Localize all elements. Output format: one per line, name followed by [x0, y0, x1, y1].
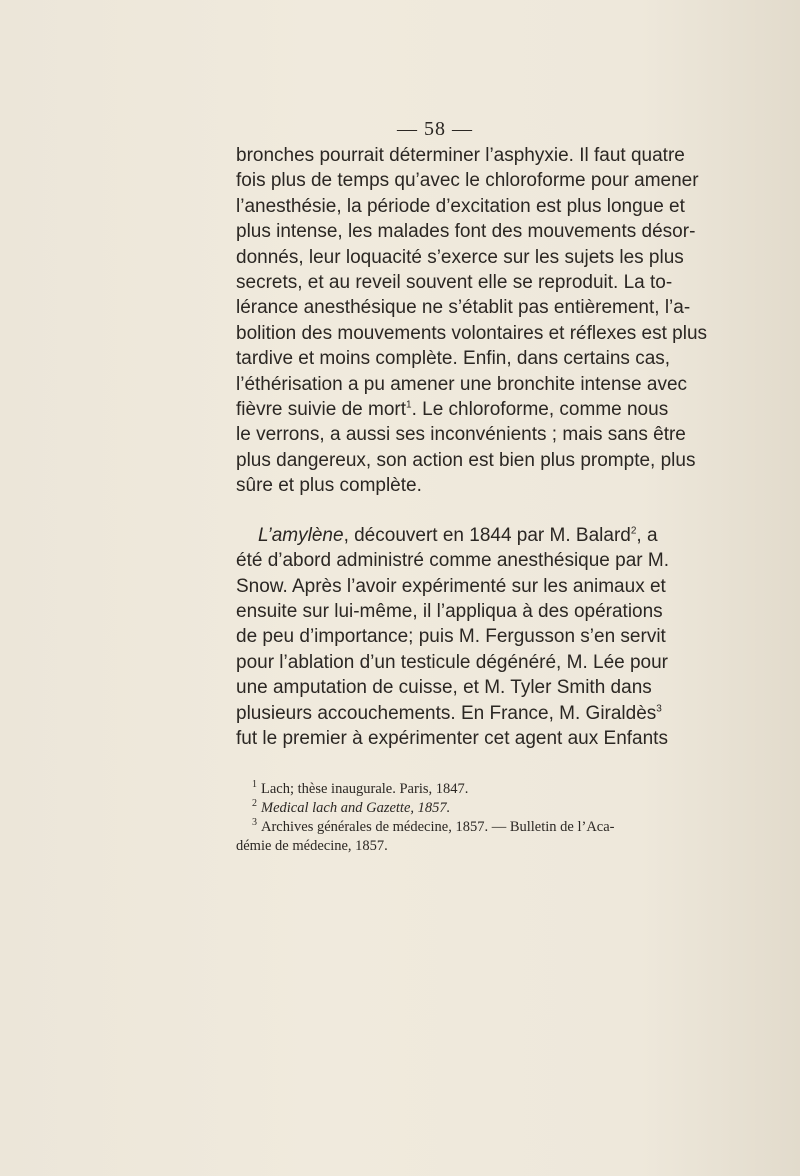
- footnote: [236, 780, 646, 799]
- text-line: fut le premier à expérimenter cet agent aux Enfants: [236, 727, 668, 749]
- text-line: Snow. Après l’avoir expérimenté sur les animaux et: [236, 575, 666, 597]
- text-line: pour l’ablation d’un testicule dégénéré, M. Lée pour: [236, 651, 669, 673]
- paragraph-1: [236, 143, 708, 499]
- paragraph-gap: [236, 499, 644, 523]
- text-line: une amputation de cuisse, et M. Tyler Smith dans: [236, 677, 652, 699]
- text-line: [236, 701, 662, 726]
- paragraph-2-lines: [236, 548, 670, 700]
- text-line: bolition des mouvements volontaires et réflexes est plus: [236, 322, 708, 344]
- text-segment: fièvre suivie de mort: [236, 399, 407, 421]
- text-line: plus intense, les malades font des mouvements désor-: [236, 221, 696, 243]
- footnote-number: 3: [252, 817, 257, 829]
- footnote-text: Archives générales de médecine, 1857. — Bulletin de l’Aca-: [261, 819, 615, 835]
- footnote-number: 1: [252, 779, 257, 791]
- text-line: lérance anesthésique ne s’établit pas entièrement, l’a-: [236, 297, 691, 319]
- footnote-text: démie de médecine, 1857.: [236, 838, 388, 854]
- text-segment: plusieurs accouchements. En France, M. Giraldès: [236, 702, 657, 724]
- text-line: [236, 523, 658, 548]
- text-line: l’éthérisation a pu amener une bronchite intense avec: [236, 373, 688, 395]
- main-text: [236, 143, 708, 751]
- text-line: secrets, et au reveil souvent elle se reproduit. La to-: [236, 272, 673, 294]
- text-line: plus dangereux, son action est bien plus prompte, plus: [236, 449, 696, 471]
- footnote-text: Medical lach and Gazette, 1857.: [261, 800, 451, 816]
- text-line: tardive et moins complète. Enfin, dans certains cas,: [236, 348, 671, 370]
- text-line: fois plus de temps qu’avec le chloroforme pour amener: [236, 170, 699, 192]
- text-line: le verrons, a aussi ses inconvénients ; mais sans être: [236, 424, 686, 446]
- text-line: sûre et plus complète.: [236, 475, 422, 497]
- page-number: — 58 —: [397, 118, 473, 140]
- text-segment: , découvert en 1844 par M. Balard: [343, 524, 631, 546]
- text-line: donnés, leur loquacité s’exerce sur les sujets les plus: [236, 246, 684, 268]
- footnotes: [236, 780, 646, 856]
- footnote-text: Lach; thèse inaugurale. Paris, 1847.: [261, 781, 469, 797]
- footnote-ref: 1: [406, 399, 412, 411]
- footnote: [236, 799, 646, 818]
- text-line: de peu d’importance; puis M. Fergusson s’en servit: [236, 626, 666, 648]
- text-line: ensuite sur lui-même, il l’appliqua à des opérations: [236, 600, 663, 622]
- text-segment: , a: [636, 524, 658, 546]
- footnote: [236, 818, 646, 837]
- text-line: bronches pourrait déterminer l’asphyxie. Il faut quatre: [236, 145, 685, 166]
- text-line: [236, 397, 669, 422]
- text-line: l’anesthésie, la période d’excitation est plus longue et: [236, 195, 685, 217]
- footnote-ref: 3: [656, 703, 662, 715]
- italic-term-amylene: L’amylène: [258, 524, 344, 546]
- footnote-number: 2: [252, 798, 257, 810]
- text-segment: . Le chloroforme, comme nous: [411, 399, 669, 421]
- footnote-ref: 2: [630, 525, 637, 537]
- footnote: [236, 837, 646, 856]
- paragraph-2: [236, 523, 670, 752]
- text-line: été d’abord administré comme anesthésique par M.: [236, 550, 670, 572]
